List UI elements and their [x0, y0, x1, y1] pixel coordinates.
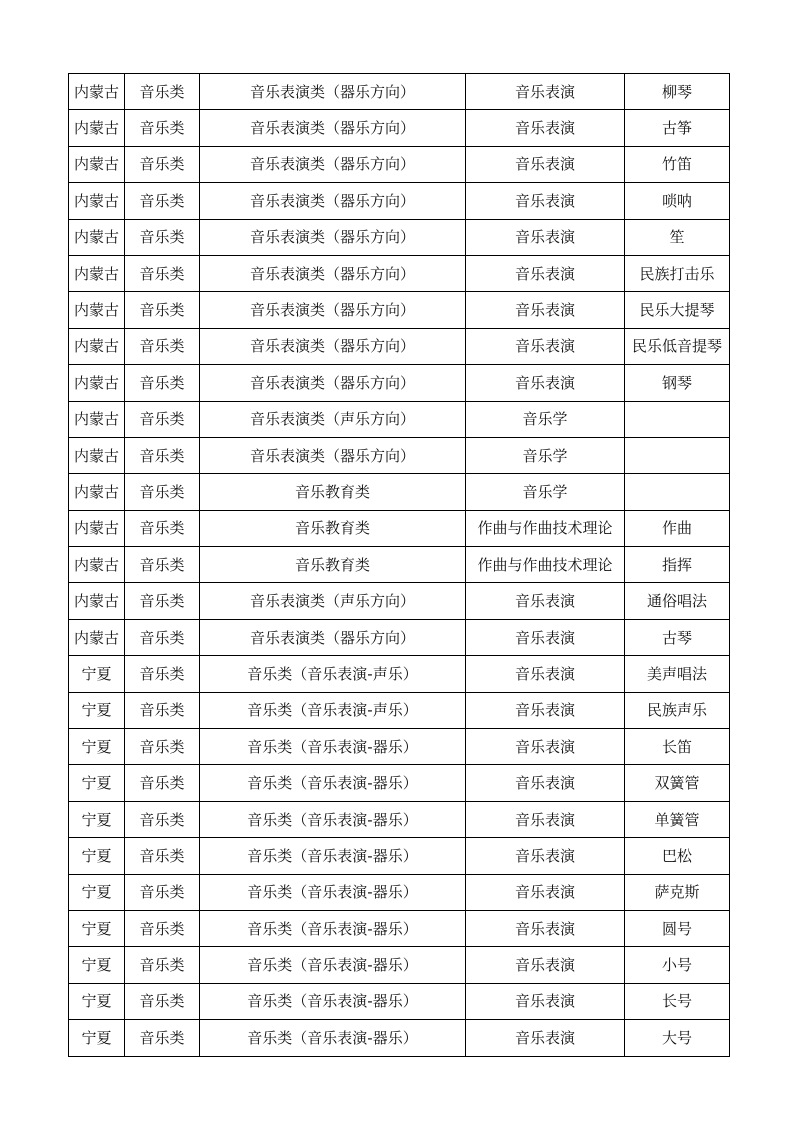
major-cell: 音乐表演 [466, 328, 625, 364]
direction-cell [625, 474, 730, 510]
province-cell: 宁夏 [69, 765, 125, 801]
table-row [69, 765, 730, 801]
direction-cell: 唢呐 [625, 183, 730, 219]
category-cell: 音乐类 [125, 874, 200, 910]
table-row [69, 510, 730, 546]
table-row [69, 547, 730, 583]
major-cell: 音乐表演 [466, 146, 625, 182]
table-row [69, 474, 730, 510]
category-cell: 音乐类 [125, 1020, 200, 1056]
direction-cell: 民乐低音提琴 [625, 328, 730, 364]
province-cell: 内蒙古 [69, 510, 125, 546]
major-cell: 音乐表演 [466, 729, 625, 765]
category-cell: 音乐类 [125, 292, 200, 328]
direction-cell: 作曲 [625, 510, 730, 546]
exam-type-cell: 音乐表演类（器乐方向） [200, 219, 466, 255]
table-row [69, 328, 730, 364]
major-cell: 音乐表演 [466, 838, 625, 874]
major-cell: 音乐表演 [466, 74, 625, 110]
province-cell: 内蒙古 [69, 474, 125, 510]
province-cell: 宁夏 [69, 1020, 125, 1056]
exam-type-cell: 音乐表演类（器乐方向） [200, 110, 466, 146]
major-cell: 音乐表演 [466, 365, 625, 401]
major-cell: 音乐表演 [466, 765, 625, 801]
category-cell: 音乐类 [125, 183, 200, 219]
direction-cell: 通俗唱法 [625, 583, 730, 619]
table-row [69, 910, 730, 946]
table-row [69, 437, 730, 473]
exam-type-cell: 音乐表演类（器乐方向） [200, 328, 466, 364]
category-cell: 音乐类 [125, 619, 200, 655]
direction-cell: 民族打击乐 [625, 255, 730, 291]
major-cell: 音乐表演 [466, 219, 625, 255]
category-cell: 音乐类 [125, 983, 200, 1019]
exam-type-cell: 音乐类（音乐表演-器乐） [200, 838, 466, 874]
table-row [69, 692, 730, 728]
table-row [69, 146, 730, 182]
major-cell: 音乐表演 [466, 692, 625, 728]
direction-cell: 古琴 [625, 619, 730, 655]
table-row [69, 401, 730, 437]
exam-type-cell: 音乐类（音乐表演-器乐） [200, 801, 466, 837]
program-table [68, 73, 730, 1057]
exam-type-cell: 音乐表演类（器乐方向） [200, 365, 466, 401]
province-cell: 内蒙古 [69, 547, 125, 583]
major-cell: 音乐表演 [466, 801, 625, 837]
category-cell: 音乐类 [125, 146, 200, 182]
exam-type-cell: 音乐表演类（器乐方向） [200, 437, 466, 473]
exam-type-cell: 音乐类（音乐表演-器乐） [200, 765, 466, 801]
exam-type-cell: 音乐类（音乐表演-器乐） [200, 1020, 466, 1056]
province-cell: 宁夏 [69, 729, 125, 765]
province-cell: 内蒙古 [69, 365, 125, 401]
table-row [69, 183, 730, 219]
exam-type-cell: 音乐表演类（器乐方向） [200, 74, 466, 110]
direction-cell: 圆号 [625, 910, 730, 946]
table-row [69, 365, 730, 401]
province-cell: 宁夏 [69, 692, 125, 728]
category-cell: 音乐类 [125, 656, 200, 692]
category-cell: 音乐类 [125, 583, 200, 619]
major-cell: 音乐学 [466, 437, 625, 473]
direction-cell: 美声唱法 [625, 656, 730, 692]
major-cell: 音乐表演 [466, 292, 625, 328]
exam-type-cell: 音乐类（音乐表演-器乐） [200, 729, 466, 765]
exam-type-cell: 音乐类（音乐表演-器乐） [200, 874, 466, 910]
exam-type-cell: 音乐类（音乐表演-器乐） [200, 983, 466, 1019]
province-cell: 内蒙古 [69, 146, 125, 182]
direction-cell: 单簧管 [625, 801, 730, 837]
major-cell: 音乐表演 [466, 255, 625, 291]
province-cell: 内蒙古 [69, 437, 125, 473]
major-cell: 音乐表演 [466, 619, 625, 655]
province-cell: 宁夏 [69, 874, 125, 910]
direction-cell: 萨克斯 [625, 874, 730, 910]
table-row [69, 656, 730, 692]
category-cell: 音乐类 [125, 437, 200, 473]
category-cell: 音乐类 [125, 255, 200, 291]
category-cell: 音乐类 [125, 74, 200, 110]
exam-type-cell: 音乐表演类（器乐方向） [200, 619, 466, 655]
table-row [69, 729, 730, 765]
province-cell: 宁夏 [69, 801, 125, 837]
table-row [69, 219, 730, 255]
table-row [69, 255, 730, 291]
table-row [69, 983, 730, 1019]
table-row [69, 874, 730, 910]
table-row [69, 838, 730, 874]
province-cell: 内蒙古 [69, 401, 125, 437]
province-cell: 内蒙古 [69, 183, 125, 219]
province-cell: 内蒙古 [69, 74, 125, 110]
direction-cell: 柳琴 [625, 74, 730, 110]
category-cell: 音乐类 [125, 365, 200, 401]
province-cell: 内蒙古 [69, 110, 125, 146]
province-cell: 内蒙古 [69, 328, 125, 364]
province-cell: 宁夏 [69, 838, 125, 874]
category-cell: 音乐类 [125, 947, 200, 983]
direction-cell: 长号 [625, 983, 730, 1019]
direction-cell: 民乐大提琴 [625, 292, 730, 328]
category-cell: 音乐类 [125, 765, 200, 801]
province-cell: 宁夏 [69, 910, 125, 946]
direction-cell: 钢琴 [625, 365, 730, 401]
table-row [69, 947, 730, 983]
major-cell: 音乐表演 [466, 910, 625, 946]
exam-type-cell: 音乐表演类（器乐方向） [200, 146, 466, 182]
category-cell: 音乐类 [125, 328, 200, 364]
direction-cell: 小号 [625, 947, 730, 983]
category-cell: 音乐类 [125, 801, 200, 837]
category-cell: 音乐类 [125, 547, 200, 583]
exam-type-cell: 音乐类（音乐表演-声乐） [200, 656, 466, 692]
exam-type-cell: 音乐教育类 [200, 510, 466, 546]
exam-type-cell: 音乐表演类（器乐方向） [200, 292, 466, 328]
exam-type-cell: 音乐表演类（声乐方向） [200, 583, 466, 619]
province-cell: 内蒙古 [69, 619, 125, 655]
direction-cell: 双簧管 [625, 765, 730, 801]
major-cell: 音乐表演 [466, 1020, 625, 1056]
province-cell: 宁夏 [69, 656, 125, 692]
exam-type-cell: 音乐表演类（器乐方向） [200, 183, 466, 219]
major-cell: 音乐学 [466, 401, 625, 437]
major-cell: 音乐表演 [466, 583, 625, 619]
province-cell: 内蒙古 [69, 292, 125, 328]
exam-type-cell: 音乐表演类（器乐方向） [200, 255, 466, 291]
province-cell: 宁夏 [69, 983, 125, 1019]
exam-type-cell: 音乐教育类 [200, 474, 466, 510]
direction-cell: 巴松 [625, 838, 730, 874]
direction-cell: 竹笛 [625, 146, 730, 182]
table-row [69, 1020, 730, 1056]
category-cell: 音乐类 [125, 729, 200, 765]
table-row [69, 292, 730, 328]
direction-cell: 大号 [625, 1020, 730, 1056]
exam-type-cell: 音乐表演类（声乐方向） [200, 401, 466, 437]
direction-cell: 古筝 [625, 110, 730, 146]
direction-cell: 民族声乐 [625, 692, 730, 728]
category-cell: 音乐类 [125, 474, 200, 510]
table-row [69, 110, 730, 146]
direction-cell: 指挥 [625, 547, 730, 583]
direction-cell [625, 437, 730, 473]
major-cell: 音乐表演 [466, 656, 625, 692]
major-cell: 音乐学 [466, 474, 625, 510]
major-cell: 音乐表演 [466, 874, 625, 910]
category-cell: 音乐类 [125, 838, 200, 874]
exam-type-cell: 音乐类（音乐表演-器乐） [200, 947, 466, 983]
major-cell: 音乐表演 [466, 983, 625, 1019]
major-cell: 音乐表演 [466, 947, 625, 983]
category-cell: 音乐类 [125, 219, 200, 255]
province-cell: 内蒙古 [69, 255, 125, 291]
table-row [69, 619, 730, 655]
category-cell: 音乐类 [125, 910, 200, 946]
exam-type-cell: 音乐类（音乐表演-器乐） [200, 910, 466, 946]
table-row [69, 583, 730, 619]
category-cell: 音乐类 [125, 401, 200, 437]
direction-cell [625, 401, 730, 437]
category-cell: 音乐类 [125, 110, 200, 146]
major-cell: 作曲与作曲技术理论 [466, 547, 625, 583]
direction-cell: 长笛 [625, 729, 730, 765]
table-row [69, 74, 730, 110]
exam-type-cell: 音乐类（音乐表演-声乐） [200, 692, 466, 728]
major-cell: 音乐表演 [466, 110, 625, 146]
direction-cell: 笙 [625, 219, 730, 255]
major-cell: 作曲与作曲技术理论 [466, 510, 625, 546]
exam-type-cell: 音乐教育类 [200, 547, 466, 583]
province-cell: 内蒙古 [69, 583, 125, 619]
table-row [69, 801, 730, 837]
table-body [69, 74, 730, 1057]
major-cell: 音乐表演 [466, 183, 625, 219]
category-cell: 音乐类 [125, 510, 200, 546]
province-cell: 内蒙古 [69, 219, 125, 255]
province-cell: 宁夏 [69, 947, 125, 983]
category-cell: 音乐类 [125, 692, 200, 728]
